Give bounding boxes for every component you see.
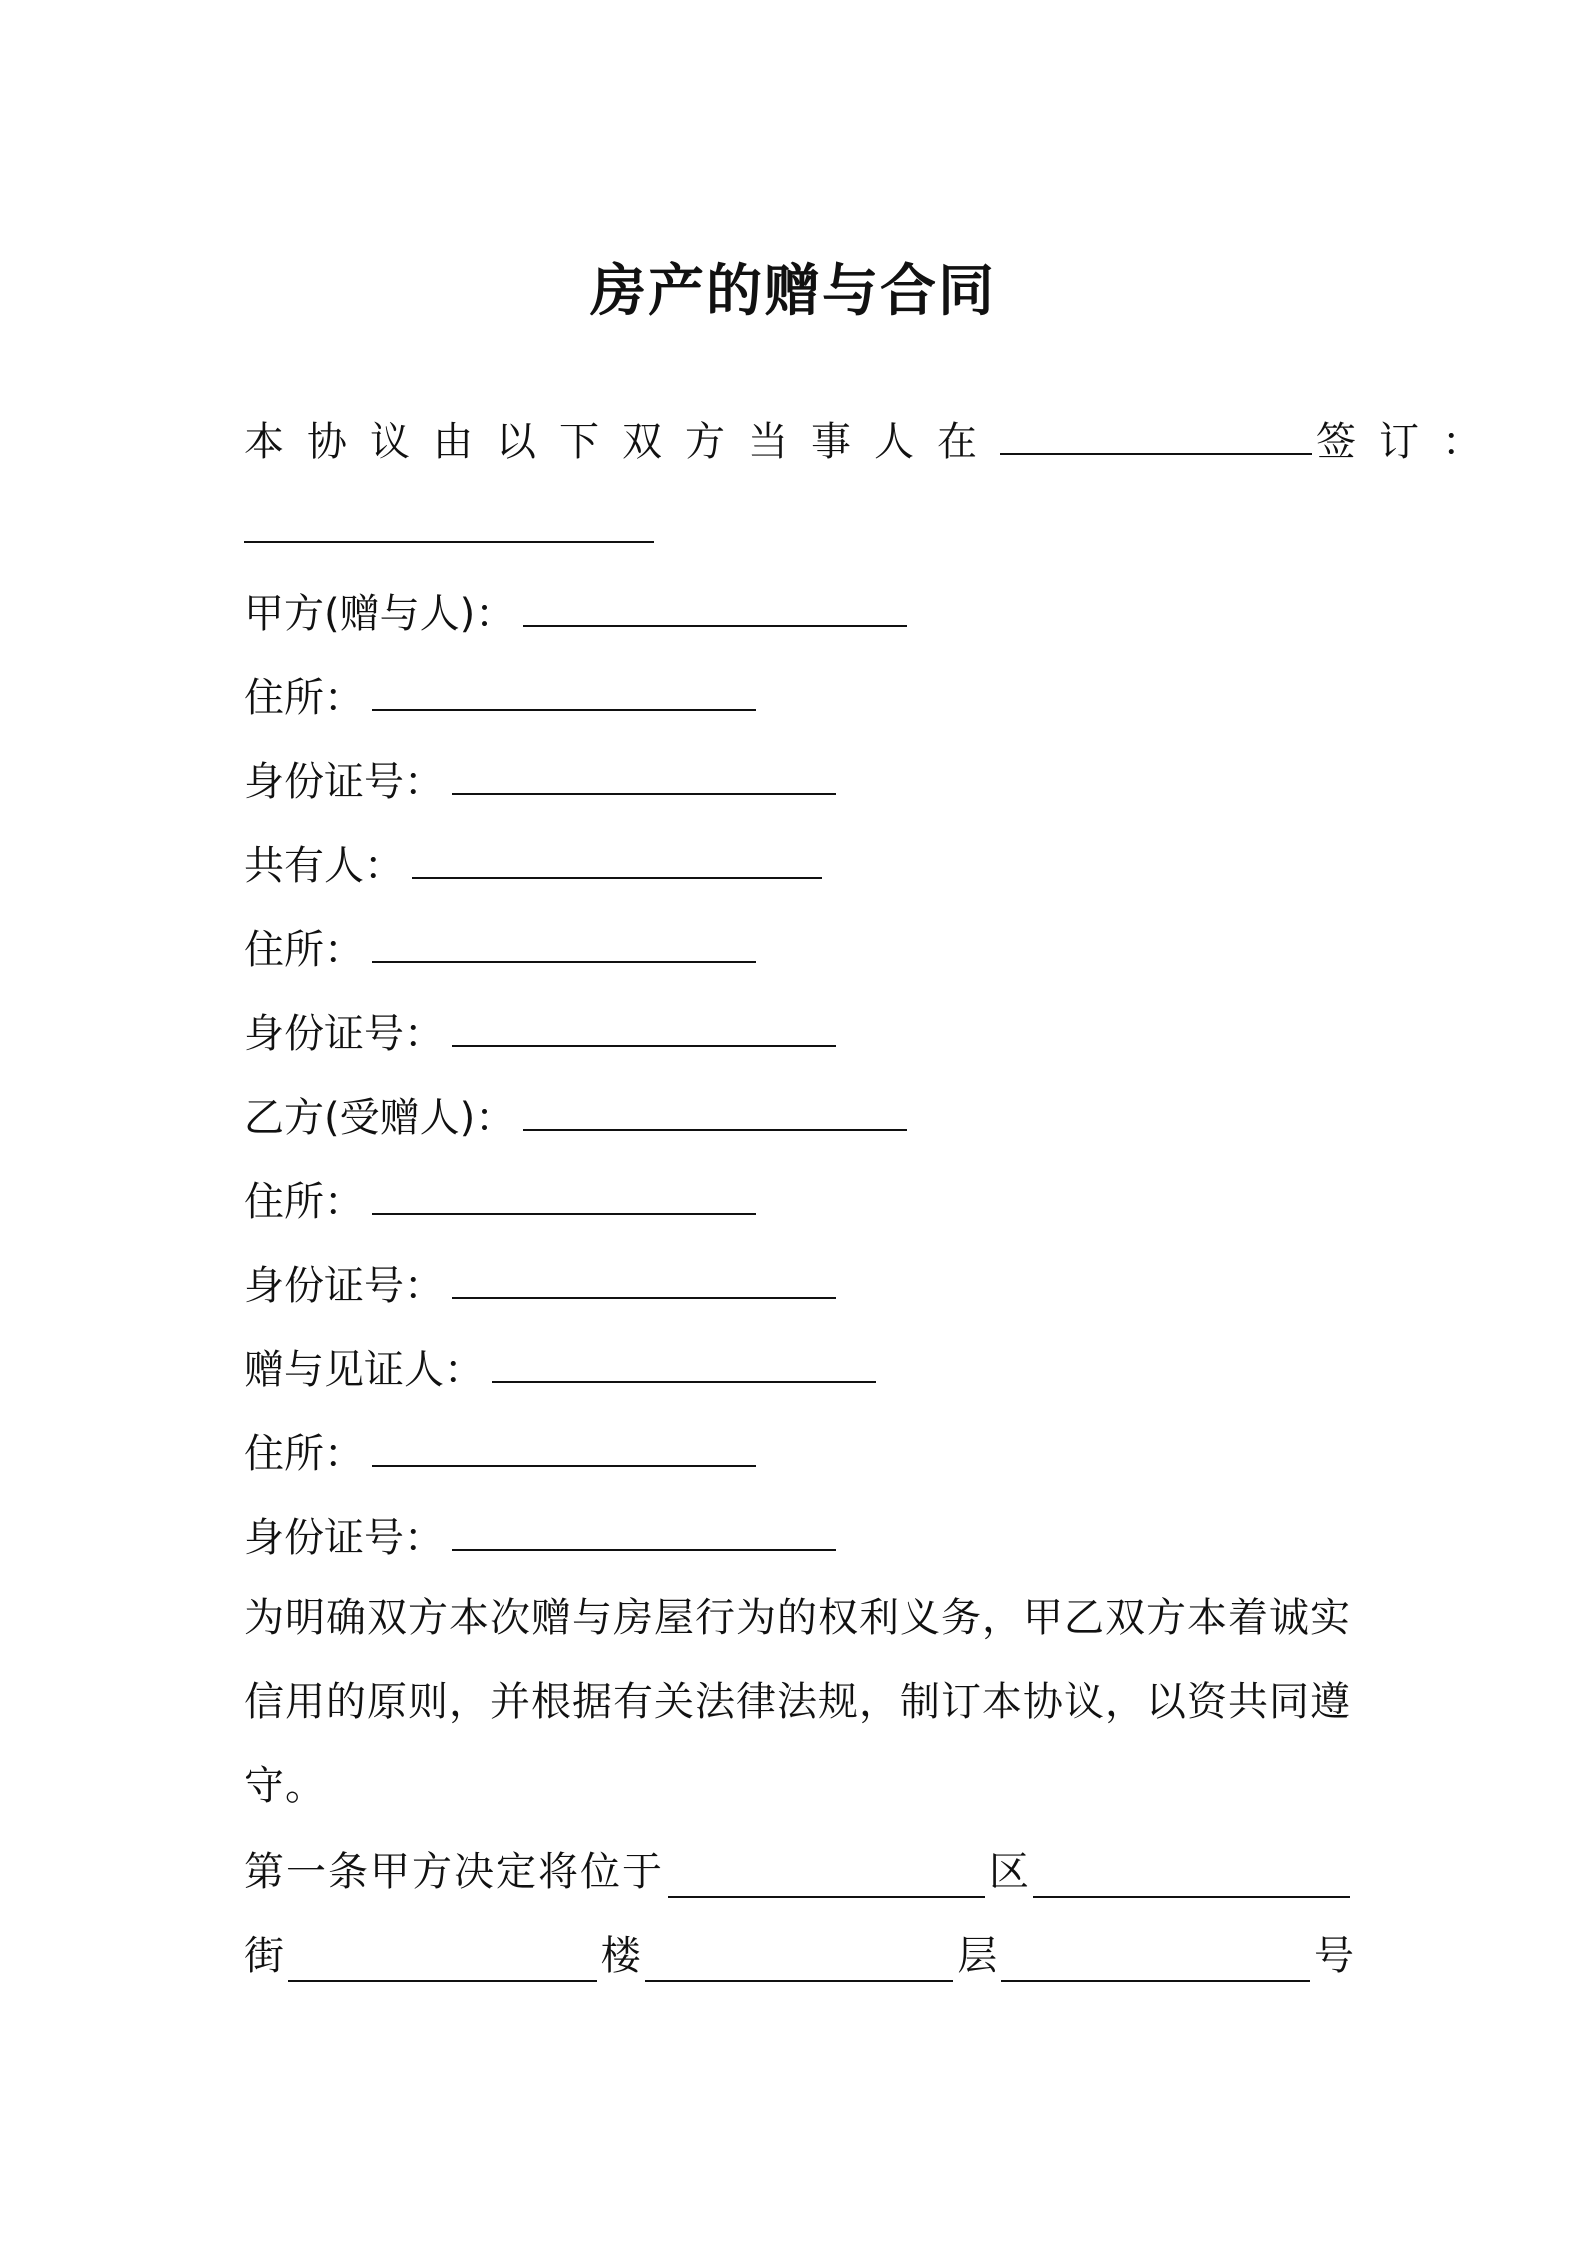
signing-place-blank[interactable]: [1000, 419, 1312, 455]
witness-line: [244, 1344, 876, 1396]
intro-line: [244, 416, 1505, 468]
witness-id-label: 身份证号：: [244, 1515, 444, 1561]
witness-blank[interactable]: [492, 1347, 876, 1383]
witness-address-blank[interactable]: [372, 1431, 756, 1467]
party-a-address-label: 住所：: [244, 675, 364, 721]
party-b-blank[interactable]: [523, 1095, 907, 1131]
article1-prefix: 第一条甲方决定将位于: [244, 1849, 664, 1895]
co-owner-line: [244, 840, 822, 892]
witness-id-blank[interactable]: [452, 1515, 836, 1551]
party-a-address-line: [244, 672, 756, 724]
party-b-address-line: [244, 1176, 756, 1228]
article1-street-label: 街: [244, 1933, 284, 1979]
article1-building-blank[interactable]: [645, 1946, 954, 1982]
purpose-paragraph: 为明确双方本次赠与房屋行为的权利义务，甲乙双方本着诚实信用的原则，并根据有关法律法规，制订本协议，以资共同遵守。: [244, 1595, 1351, 1809]
party-a-id-label: 身份证号：: [244, 759, 444, 805]
article1-street-blank[interactable]: [288, 1946, 597, 1982]
article1-line1: [244, 1846, 1354, 1898]
party-b-label: 乙方(受赠人)：: [244, 1095, 516, 1141]
signing-date-blank[interactable]: [244, 507, 654, 543]
party-a-blank[interactable]: [523, 591, 907, 627]
party-b-id-blank[interactable]: [452, 1263, 836, 1299]
article1-building-label: 楼: [600, 1933, 641, 1979]
article1-line2: [244, 1930, 1354, 1982]
party-a-address-blank[interactable]: [372, 675, 756, 711]
co-owner-id-blank[interactable]: [452, 1011, 836, 1047]
co-owner-label: 共有人：: [244, 843, 404, 889]
party-b-id-line: [244, 1260, 836, 1312]
party-b-id-label: 身份证号：: [244, 1263, 444, 1309]
party-a-id-blank[interactable]: [452, 759, 836, 795]
intro-suffix: 签订：: [1316, 419, 1505, 465]
document-title: 房产的赠与合同: [590, 259, 996, 324]
party-b-address-blank[interactable]: [372, 1179, 756, 1215]
co-owner-id-label: 身份证号：: [244, 1011, 444, 1057]
signing-date-line: [244, 504, 654, 556]
article1-floor-blank[interactable]: [1001, 1946, 1310, 1982]
co-owner-id-line: [244, 1008, 836, 1060]
co-owner-address-blank[interactable]: [372, 927, 756, 963]
witness-label: 赠与见证人：: [244, 1347, 484, 1393]
witness-id-line: [244, 1512, 836, 1564]
co-owner-address-line: [244, 924, 756, 976]
party-a-line: [244, 588, 907, 640]
article1-floor-label: 层: [957, 1933, 998, 1979]
party-b-line: [244, 1092, 907, 1144]
co-owner-address-label: 住所：: [244, 927, 364, 973]
party-a-id-line: [244, 756, 836, 808]
article1-district-blank[interactable]: [1033, 1862, 1350, 1898]
co-owner-blank[interactable]: [412, 843, 822, 879]
party-a-label: 甲方(赠与人)：: [244, 591, 516, 637]
witness-address-line: [244, 1428, 756, 1480]
witness-address-label: 住所：: [244, 1431, 364, 1477]
article1-district-label: 区: [989, 1849, 1029, 1895]
article1-city-blank[interactable]: [668, 1862, 985, 1898]
party-b-address-label: 住所：: [244, 1179, 364, 1225]
article1-number-label: 号: [1314, 1933, 1355, 1979]
intro-label: 本协议由以下双方当事人在: [244, 419, 1000, 465]
